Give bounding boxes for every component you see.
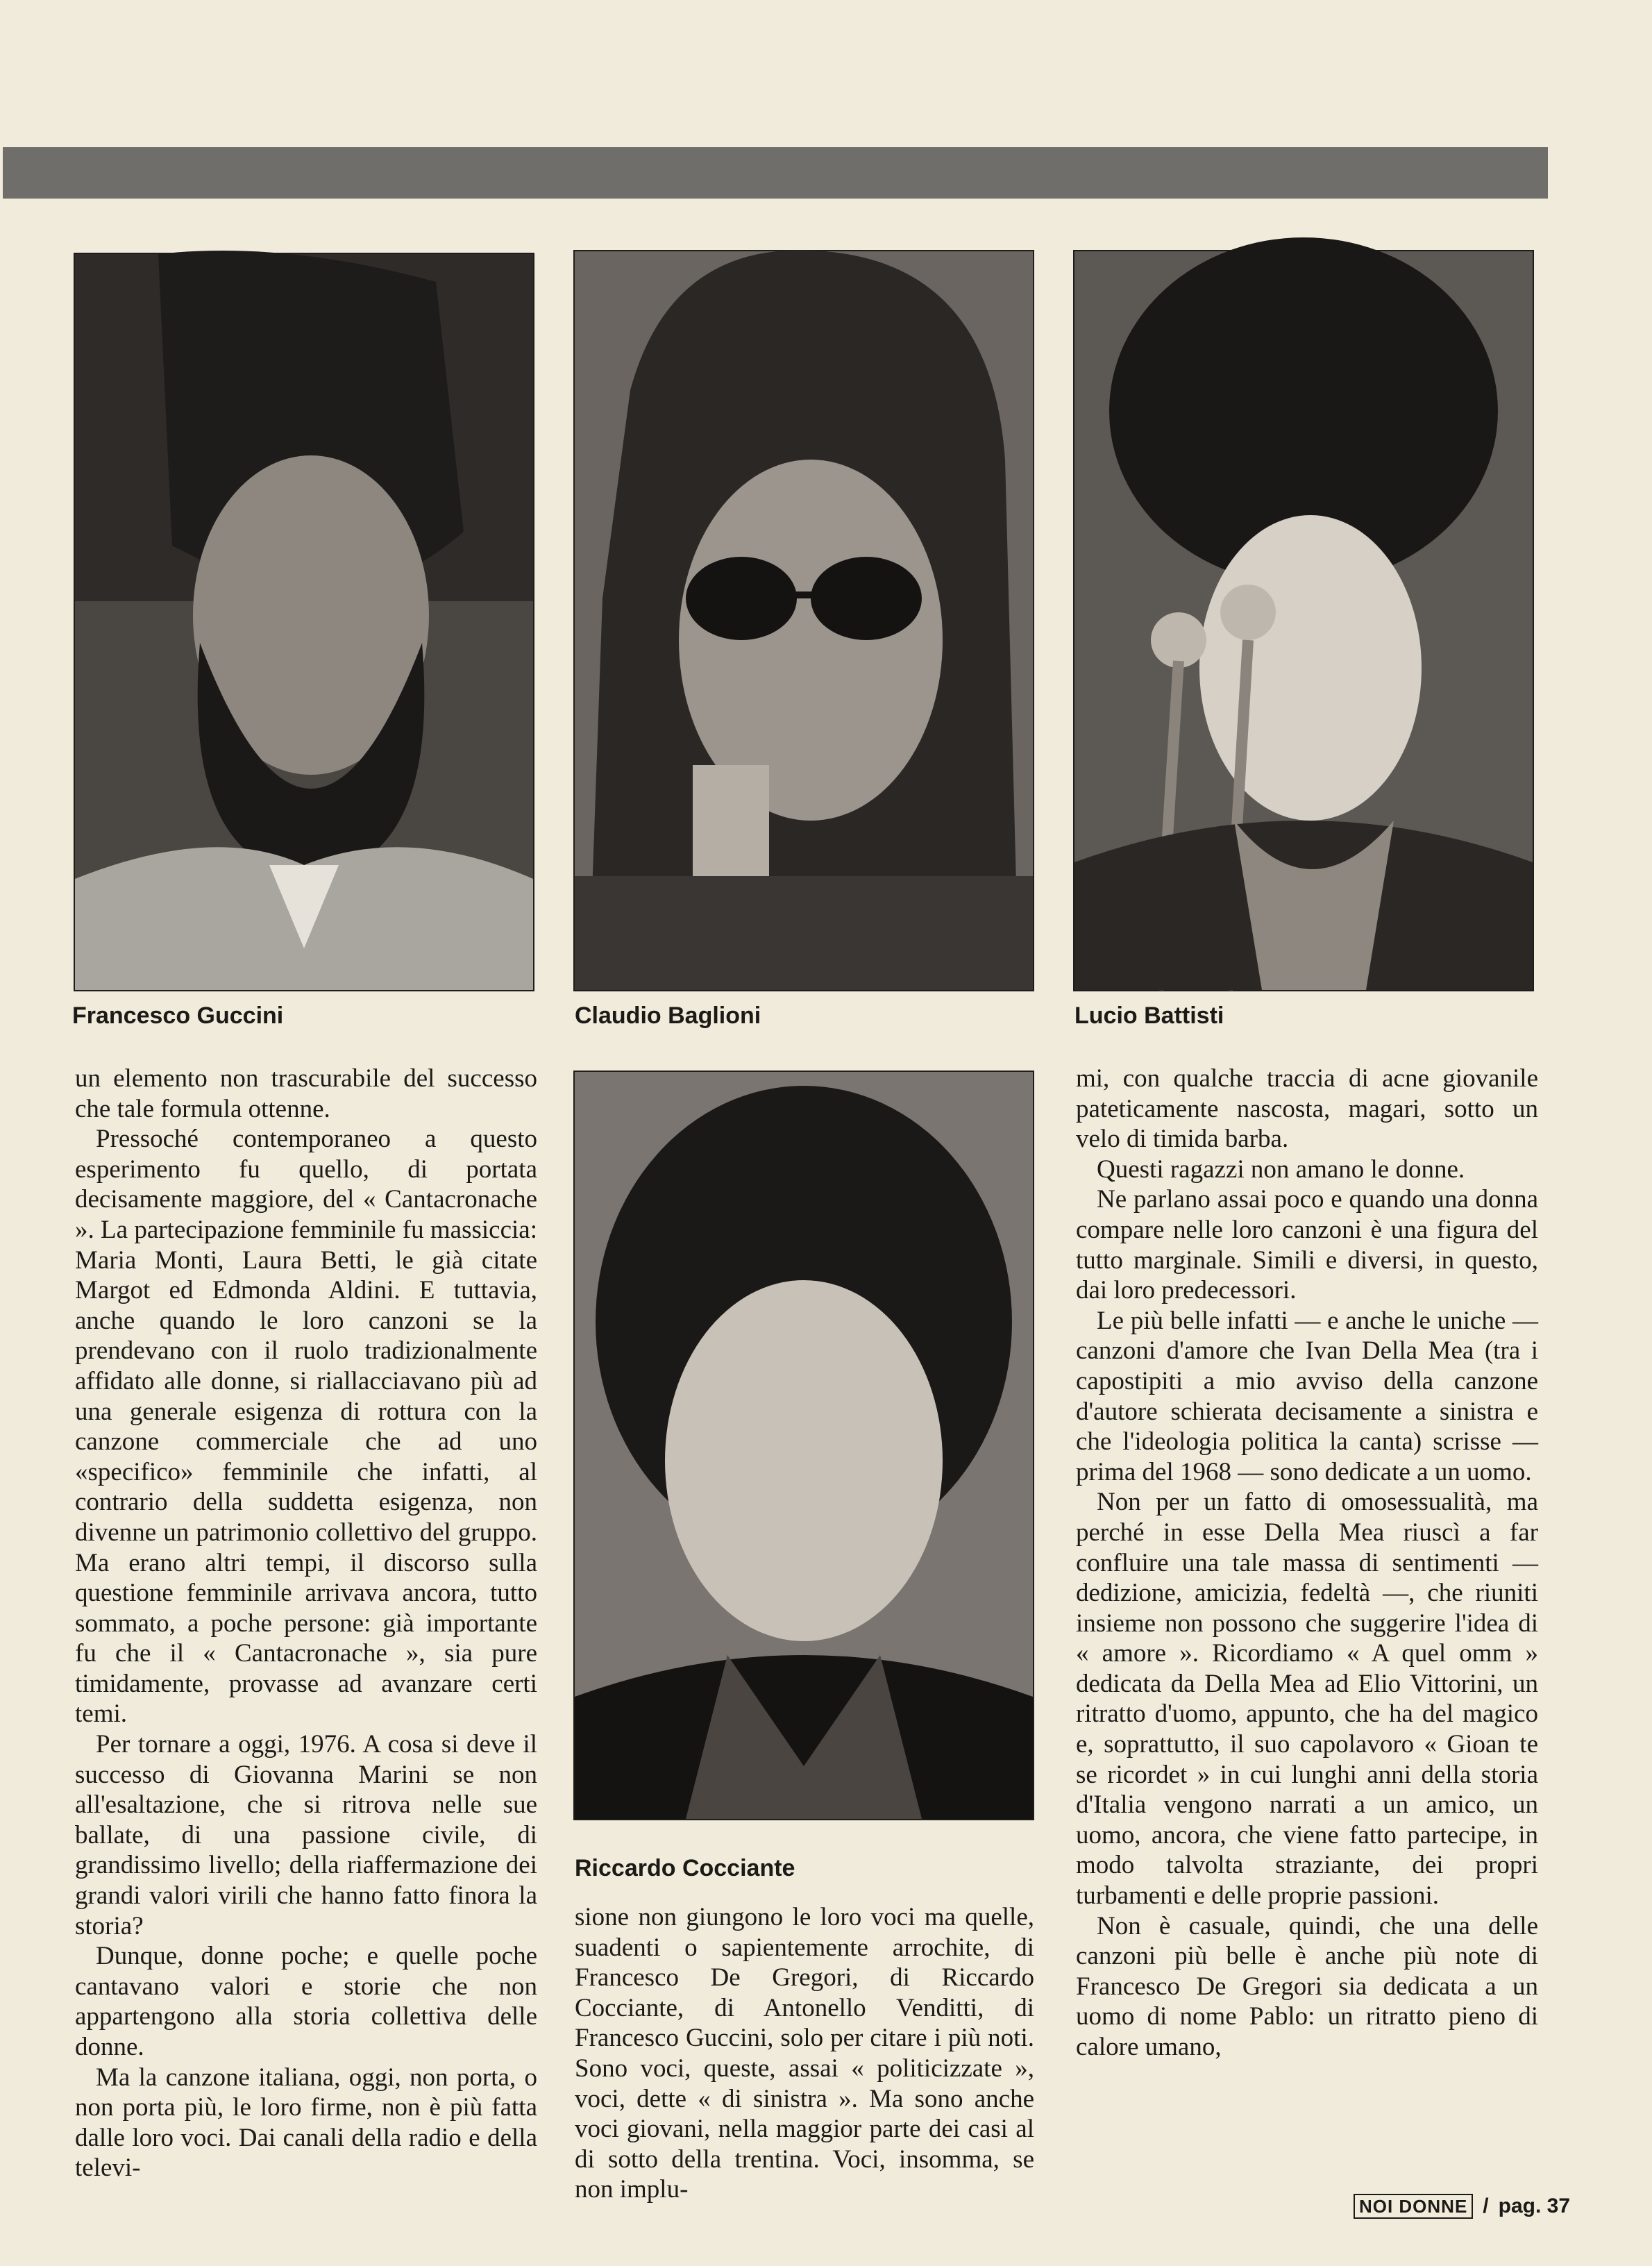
paragraph: Non per un fatto di omosessualità, ma perché in esse Della Mea riuscì a far confluire una tale massa di sentimenti — dedizione, amicizia, fedeltà —, che riuniti insieme non possono che suggerire l'idea di « amore ». Ricordiamo « A quel omm » dedicata da Della Mea ad Elio Vittorini, un ritratto d'uomo, appunto, che ha del magico e, soprattutto, il suo capolavoro « Gioan te se ricordet » in cui lunghi anni della storia d'Italia vengono narrati a un amico, un uomo, ancora, che viene fatto partecipe, in modo talvolta straziante, dei propri turbamenti e delle proprie passioni. (1076, 1488, 1538, 1911)
photo-caption: Francesco Guccini (72, 1002, 284, 1029)
portrait-image (575, 1072, 1033, 1819)
paragraph: sione non giungono le loro voci ma quelle, suadenti o sapientemente arrochite, di Francesco De Gregori, di Riccardo Cocciante, di Antonello Venditti, di Francesco Guccini, solo per citare i più noti. Sono voci, queste, assai « politicizzate », voci, dette « di sinistra ». Ma sono anche voci giovani, nella maggior parte dei casi al di sotto della trentina. Voci, insomma, se non implu- (575, 1903, 1034, 2204)
page-number: pag. 37 (1498, 2194, 1570, 2217)
text-column-right (1076, 1064, 1538, 2134)
paragraph: Ne parlano assai poco e quando una donna compare nelle loro canzoni è una figura del tutto marginale. Simili e diversi, in questo, dai loro predecessori. (1076, 1185, 1538, 1305)
paragraph: un elemento non trascurabile del successo che tale formula ottenne. (75, 1064, 537, 1123)
photo-caption: Lucio Battisti (1074, 1002, 1224, 1029)
paragraph: Pressoché contemporaneo a questo esperimento fu quello, di portata decisamente maggiore, del « Cantacronache ». La partecipazione femminile fu massiccia: Maria Monti, Laura Betti, le già citate Margot ed Edmonda Aldini. E tuttavia, anche quando le loro canzoni se la prendevano con il ruolo tradizionalmente affidato alle donne, si riallacciavano più ad una generale esigenza di rottura con la canzone commerciale che ad uno «specifico» femminile che infatti, al contrario della suddetta esigenza, non divenne un patrimonio collettivo del gruppo. Ma erano altri tempi, il discorso sulla questione femminile arrivava ancora, tutto sommato, a poche persone: già importante fu che il « Cantacronache », sia pure timidamente, provasse ad avanzare certi temi. (75, 1125, 537, 1729)
paragraph: Questi ragazzi non amano le donne. (1097, 1155, 1465, 1184)
portrait-image (75, 254, 533, 990)
page-footer (1354, 2194, 1570, 2219)
photo-caption: Riccardo Cocciante (575, 1855, 795, 1881)
header-bar (3, 147, 1548, 199)
paragraph: Ma la canzone italiana, oggi, non porta, o non porta più, le loro firme, non è più fatta dalle loro voci. Dai canali della radio e della televi- (75, 2063, 537, 2183)
paragraph: Le più belle infatti — e anche le uniche — canzoni d'amore che Ivan Della Mea (tra i capostipiti a mio avviso della canzone d'autore schierata decisamente a sinistra e che l'ideologia politica la canta) scrisse — prima del 1968 — sono dedicate a un uomo. (1076, 1306, 1538, 1486)
paragraph: mi, con qualche traccia di acne giovanile pateticamente nascosta, magari, sotto un velo di timida barba. (1076, 1064, 1538, 1154)
photo-francesco-guccini (74, 253, 534, 991)
paragraph: Per tornare a oggi, 1976. A cosa si deve il successo di Giovanna Marini se non all'esaltazione, che si ritrova nelle sue ballate, di una passione civile, di grandissimo livello; della riaffermazione dei grandi valori virili che hanno fatto finora la storia? (75, 1730, 537, 1940)
photo-lucio-battisti (1073, 250, 1534, 991)
photo-caption: Claudio Baglioni (575, 1002, 761, 1029)
paragraph: Non è casuale, quindi, che una delle canzoni più belle è anche più note di Francesco De Gregori sia dedicata a un uomo di nome Pablo: un ritratto pieno di calore umano, (1076, 1911, 1538, 2061)
text-column-middle (575, 1902, 1034, 2204)
photo-claudio-baglioni (573, 250, 1034, 991)
footer-separator: / (1483, 2194, 1489, 2217)
paragraph: Dunque, donne poche; e quelle poche cantavano valori e storie che non appartengono alla storia collettiva delle donne. (75, 1942, 537, 2061)
photo-riccardo-cocciante (573, 1071, 1034, 1820)
portrait-image (575, 251, 1033, 990)
portrait-image (1074, 251, 1533, 990)
text-column-left (75, 1064, 537, 2183)
magazine-logo: NOI DONNE (1354, 2194, 1473, 2219)
